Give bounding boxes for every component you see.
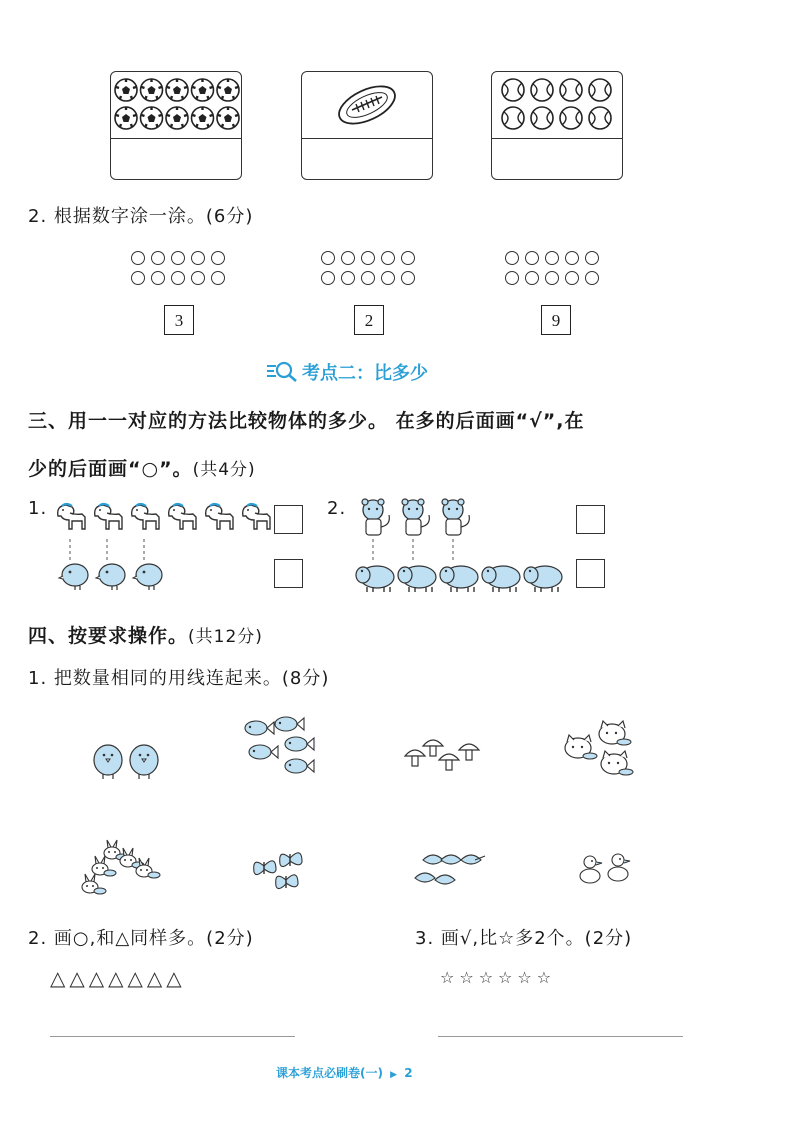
part3-instruction-line2 — [28, 454, 256, 481]
paint-circle[interactable] — [565, 271, 579, 285]
number-box-2: 2 — [354, 305, 384, 335]
tiger-icon — [442, 499, 469, 535]
paint-circle[interactable] — [211, 251, 225, 265]
paint-circle[interactable] — [151, 251, 165, 265]
mushroom-icon — [423, 740, 443, 756]
part4-score: (共12分) — [188, 627, 263, 647]
soccer-ball-icon — [217, 107, 239, 129]
two-ducks-picture[interactable] — [578, 848, 638, 888]
four-mushrooms-picture[interactable] — [403, 734, 483, 774]
tennis-ball-icon — [502, 107, 524, 129]
american-football-icon — [332, 80, 402, 130]
football-answer-cell[interactable] — [301, 140, 433, 180]
leaf-icon — [415, 873, 435, 882]
leaf-icon — [435, 875, 455, 884]
hippo-icon — [482, 566, 520, 592]
cat-icon — [565, 735, 597, 759]
hippo-icon — [398, 566, 436, 592]
cat-icon — [601, 751, 633, 775]
paint-circle[interactable] — [191, 271, 205, 285]
cat-icon — [599, 721, 631, 745]
paint-circle[interactable] — [151, 271, 165, 285]
tennis-ball-icon — [531, 79, 553, 101]
tennis-ball-icons — [496, 76, 624, 136]
soccer-ball-icons — [113, 76, 241, 136]
duck-icon — [580, 856, 602, 883]
fish-icon — [285, 759, 314, 773]
footer — [276, 1064, 413, 1081]
paint-circle[interactable] — [171, 271, 185, 285]
soccer-ball-icon — [166, 107, 188, 129]
rabbit-icon — [82, 874, 106, 894]
part4-title-main: 四、按要求操作。 — [28, 625, 189, 647]
paint-circle[interactable] — [131, 271, 145, 285]
soccer-ball-icon — [141, 107, 163, 129]
horse-icon — [206, 504, 233, 529]
tennis-answer-cell[interactable] — [491, 140, 623, 180]
item2-answer-box-bottom[interactable] — [576, 559, 605, 588]
paint-circle[interactable] — [361, 271, 375, 285]
paint-circle[interactable] — [361, 251, 375, 265]
part4-title — [28, 621, 263, 648]
fish-icon — [249, 745, 278, 759]
horse-icon — [169, 504, 196, 529]
chick-icon — [133, 564, 162, 590]
soccer-ball-icon — [115, 79, 137, 101]
tennis-ball-icon — [589, 79, 611, 101]
part3-score: (共4分) — [192, 460, 256, 480]
butterfly-icon — [280, 853, 302, 867]
part3-line2-main: 少的后面画“○”。 — [28, 458, 193, 480]
paint-circle[interactable] — [381, 271, 395, 285]
paint-circle[interactable] — [505, 271, 519, 285]
chick-icon — [59, 564, 88, 590]
item2-answer-box-top[interactable] — [576, 505, 605, 534]
circle-grid-3[interactable] — [505, 251, 603, 285]
paint-circle[interactable] — [171, 251, 185, 265]
three-cats-picture[interactable] — [562, 718, 642, 778]
paint-circle[interactable] — [565, 251, 579, 265]
five-leaves-picture[interactable] — [413, 850, 493, 890]
tennis-ball-icon — [589, 107, 611, 129]
soccer-ball-icon — [192, 79, 214, 101]
butterfly-icon — [254, 861, 276, 875]
part4-q2: 2. 画○,和△同样多。(2分) — [28, 928, 254, 949]
tiger-icon — [362, 499, 389, 535]
leaf-icon — [423, 855, 443, 864]
item1-label: 1. — [28, 498, 48, 519]
two-birds-picture[interactable] — [88, 738, 168, 783]
star-sequence: ☆☆☆☆☆☆ — [440, 968, 557, 987]
soccer-ball-icon — [166, 79, 188, 101]
bird-icon — [94, 745, 122, 779]
item1-answer-box-top[interactable] — [274, 505, 303, 534]
triangle-sequence: △△△△△△△ — [50, 966, 186, 990]
paint-circle[interactable] — [525, 271, 539, 285]
soccer-ball-icon — [217, 79, 239, 101]
hippo-icon — [524, 566, 562, 592]
paint-circle[interactable] — [211, 271, 225, 285]
five-fish-picture[interactable] — [243, 714, 318, 779]
part4-q1: 1. 把数量相同的用线连起来。(8分) — [28, 668, 330, 689]
answer-line-left[interactable] — [50, 1036, 295, 1037]
magnifier-pen-icon — [266, 359, 300, 383]
paint-circle[interactable] — [401, 251, 415, 265]
paint-circle[interactable] — [585, 271, 599, 285]
paint-circle[interactable] — [321, 271, 335, 285]
fish-icon — [275, 717, 304, 731]
item2-label: 2. — [327, 498, 347, 519]
butterfly-icon — [276, 875, 298, 889]
tennis-ball-icon — [502, 79, 524, 101]
hippo-icon — [356, 566, 394, 592]
paint-circle[interactable] — [401, 271, 415, 285]
rabbit-icon — [136, 858, 160, 878]
q2-title: 2. 根据数字涂一涂。(6分) — [28, 206, 254, 227]
hippo-row — [355, 559, 570, 593]
answer-line-right[interactable] — [438, 1036, 683, 1037]
horse-icon — [58, 504, 85, 529]
circle-grid-2[interactable] — [321, 251, 419, 285]
circle-grid-1[interactable] — [131, 251, 229, 285]
horse-row — [50, 500, 280, 540]
mushroom-icon — [459, 744, 479, 760]
tennis-ball-icon — [531, 107, 553, 129]
hippo-icon — [440, 566, 478, 592]
leaf-icon — [461, 855, 481, 864]
number-box-3: 9 — [541, 305, 571, 335]
paint-circle[interactable] — [545, 271, 559, 285]
part4-q3: 3. 画√,比☆多2个。(2分) — [415, 928, 633, 949]
leaf-icon — [441, 855, 461, 864]
paint-circle[interactable] — [321, 251, 335, 265]
paint-circle[interactable] — [131, 251, 145, 265]
three-butterflies-picture[interactable] — [250, 848, 310, 893]
soccer-ball-icon — [192, 107, 214, 129]
soccer-answer-cell[interactable] — [110, 140, 242, 180]
paint-circle[interactable] — [545, 251, 559, 265]
part3-instruction-line1: 三、用一一对应的方法比较物体的多少。 在多的后面画“√”,在 — [28, 410, 585, 432]
chick-icon — [96, 564, 125, 590]
footer-arrow-icon: ▶ — [390, 1070, 398, 1080]
paint-circle[interactable] — [341, 271, 355, 285]
mushroom-icon — [439, 754, 459, 770]
paint-circle[interactable] — [525, 251, 539, 265]
paint-circle[interactable] — [505, 251, 519, 265]
paint-circle[interactable] — [341, 251, 355, 265]
fish-icon — [245, 721, 274, 735]
bird-icon — [130, 745, 158, 779]
footer-book-title: 课本考点必刷卷(一) — [276, 1066, 383, 1080]
fish-icon — [285, 737, 314, 751]
paint-circle[interactable] — [191, 251, 205, 265]
duck-icon — [608, 854, 630, 881]
section-title: 考点二：比多少 — [302, 363, 428, 384]
soccer-ball-icon — [141, 79, 163, 101]
soccer-ball-icon — [115, 107, 137, 129]
tiger-icon — [402, 499, 429, 535]
five-rabbits-picture[interactable] — [78, 838, 168, 898]
paint-circle[interactable] — [585, 251, 599, 265]
tiger-row — [355, 497, 495, 539]
tennis-ball-icon — [560, 79, 582, 101]
horse-icon — [132, 504, 159, 529]
footer-page-number: 2 — [404, 1066, 413, 1080]
horse-icon — [243, 504, 270, 529]
horse-icon — [95, 504, 122, 529]
number-box-1: 3 — [164, 305, 194, 335]
mushroom-icon — [405, 750, 425, 766]
tennis-ball-icon — [560, 107, 582, 129]
item1-answer-box-bottom[interactable] — [274, 559, 303, 588]
chick-row — [55, 557, 195, 591]
paint-circle[interactable] — [381, 251, 395, 265]
